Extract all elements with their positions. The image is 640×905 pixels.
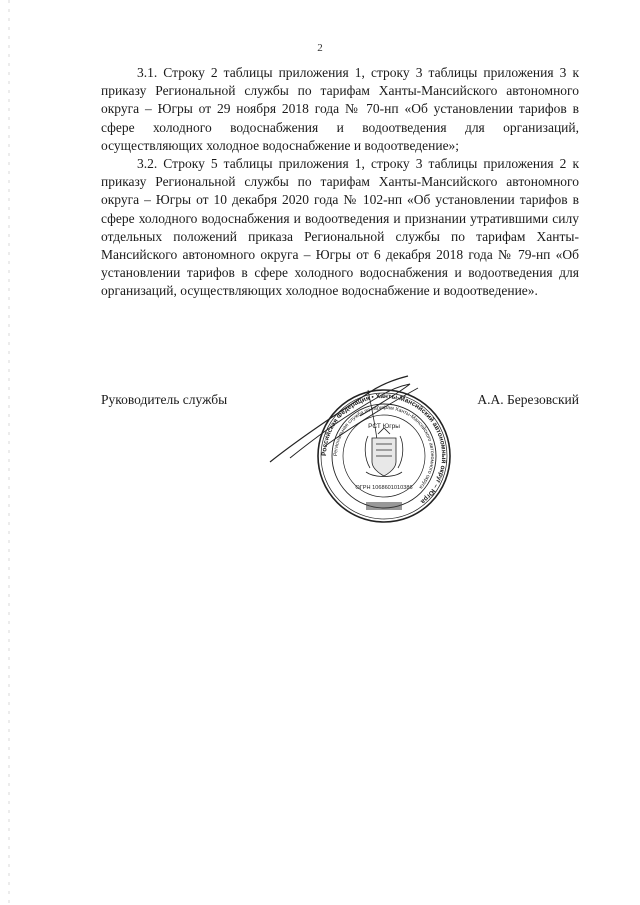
seal-smudge [366,502,402,510]
coat-of-arms-emblem [365,428,403,477]
signatory-position: Руководитель службы [101,392,228,407]
scan-edge-artifact [8,0,10,905]
document-body [101,64,579,301]
page-number: 2 [317,42,323,54]
paragraph-3-1: 3.1. Строку 2 таблицы приложения 1, строку 3 таблицы приложения 3 к приказу Региональной службы по тарифам Ханты-Мансийского автономного округа – Югры от 29 ноября 2018 года № 70-нп «Об установлении тарифов в сфере холодного водоснабжения и водоотведения для организаций, осуществляющих холодное водоснабжение и водоотведение»; [101,65,579,153]
seal-inner-text: РСТ Югры [368,423,400,430]
seal-middle-text: Региональная служба по тарифам Ханты-Мансийского автономного округа [332,404,436,490]
signatory-name: А.А. Березовский [477,392,579,407]
paragraph-3-2: 3.2. Строку 5 таблицы приложения 1, строку 3 таблицы приложения 2 к приказу Региональной службы по тарифам Ханты-Мансийского автономного округа – Югры от 10 декабря 2020 года № 102-нп «Об установлении тарифов в сфере холодного водоснабжения и водоотведения и признании утратившими силу отдельных положений приказа Региональной службы по тарифам Ханты-Мансийского автономного округа – Югры от 6 декабря 2018 года № 79-нп «Об установлении тарифов в сфере холодного водоснабжения и водоотведения для организаций, осуществляющих холодное водоснабжение и водоотведение». [101,156,579,299]
seal-ogrn: ОГРН 1068601010386 [355,485,413,491]
seal-outer-text: Российская Федерация • Ханты-Мансийский автономный округ – Югра [320,392,448,505]
official-seal [316,388,452,524]
